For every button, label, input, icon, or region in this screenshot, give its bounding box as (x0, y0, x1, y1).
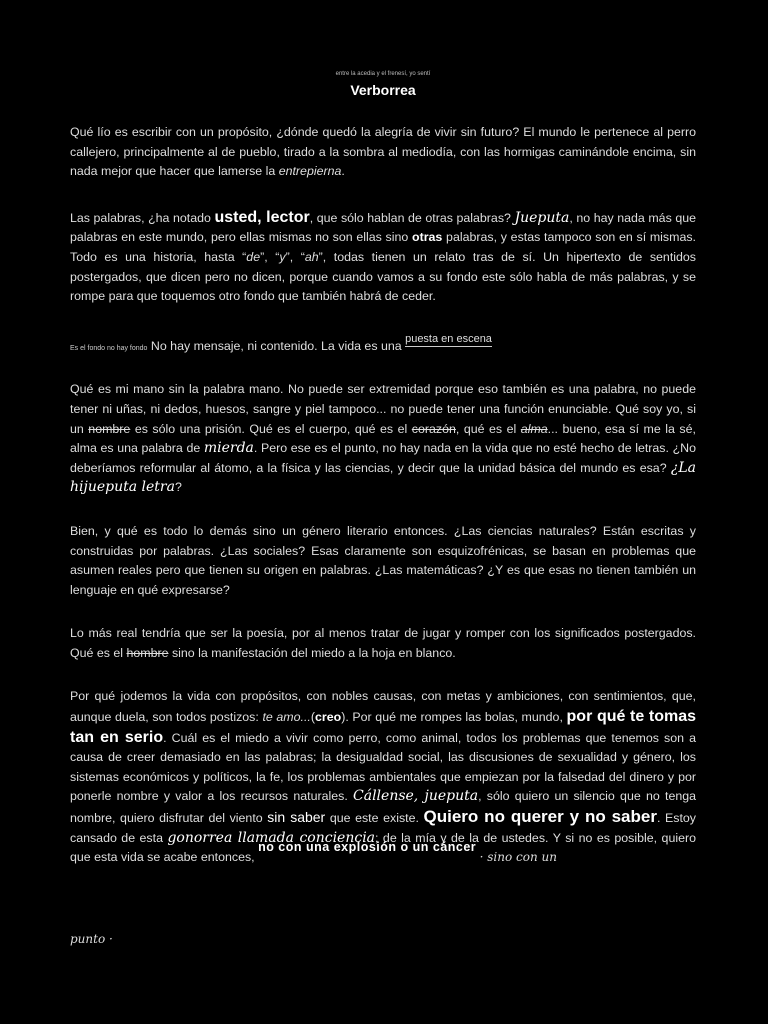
bold-otras: otras (412, 230, 443, 245)
document-page (70, 70, 696, 868)
paragraph-6: Lo más real tendría que ser la poesía, por al menos tratar de jugar y romper con los significados postergados. Qué es el hombre sino la manifestación del miedo a la hoja en blanco. (70, 626, 696, 660)
struck-corazon: corazón (411, 421, 456, 436)
struck-nombre: nombre (88, 421, 131, 436)
paragraph-7: Por qué jodemos la vida con propósitos, con nobles causas, con metas y ambiciones, con sentimientos, que, aunque duela, son todos postizos: te amo...(creo). Por qué me rompes las bolas, mundo, por qué te tomas tan en serio. Cuál es el miedo a vivir como perro, como animal, todos los problemas que tenemos son a causa de creer demasiado en las palabras; la desigualdad social, las discusiones de sexualidad y género, los sistemas económicos y políticos, la fe, los problemas ambientales que empiezan por la falsedad del dinero y por ponerle nombre y valor a los recursos naturales. Cállense, jueputa, sólo quiero un silencio que no tenga nombre, quiero disfrutar del viento sin saber que este existe. Quiero no querer y no saber. Estoy cansado de esta gonorrea llamada conciencia; de la mía y de la de ustedes. Y si no es posible, quiero que esta vida se acabe entonces, no con una explosión o un cáncer · sino con un (70, 689, 697, 865)
paragraph-1: Qué lío es escribir con un propósito, ¿dónde quedó la alegría de vivir sin futuro? El mundo le pertenece al perro callejero, principalmente al de pueblo, tirado a la sombra al mediodía, con las hormigas caminándole encima, sin nada mejor que hacer que lamerse la entrepierna. (70, 125, 696, 179)
handwritten-callense: Cállense, jueputa (353, 788, 479, 805)
emphasis-usted-lector: usted, lector (214, 208, 310, 226)
handwritten-conciencia: gonorrea llamada conciencia (167, 829, 376, 846)
emphasis-quiero-no-querer: Quiero no querer y no saber (423, 807, 657, 827)
paragraph-4: Qué es mi mano sin la palabra mano. No puede ser extremidad porque eso también es una palabra, no puede tener ni uñas, ni dedos, huesos, sangre y piel tampoco... no puede tener una función enunciable. Qué soy yo, si un nombre es sólo una prisión. Qué es el cuerpo, qué es el corazón, qué es el alma... bueno, esa sí me la sé, alma es una palabra de mierda. Pero ese es el punto, no hay nada en la vida que no esté hecho de letras. ¿No deberíamos reformular al átomo, a la física y las ciencias, y decir que la unidad básica del mundo es esa? ¿La hijueputa letra? (70, 382, 696, 496)
handwritten-tail: · sino con un (479, 850, 557, 865)
handwritten-letra: ¿La hijueputa letra (70, 459, 696, 496)
tiny-text: Es el fondo no hay fondo (70, 344, 148, 352)
handwritten-punto: punto · (70, 932, 113, 946)
page-title: Verborrea (350, 82, 416, 98)
struck-alma: alma (520, 421, 548, 436)
paragraph-5: Bien, y qué es todo lo demás sino un género literario entonces. ¿Las ciencias naturales? Están escritas y construidas por palabras. ¿Las sociales? Esas claramente son esquizofrénicas, se basan en problemas que asumen reales pero que tienen su origen en palabras. ¿Las matemáticas? ¿Y es que esas no tienen también un lenguaje en qué expresarse? (70, 523, 696, 597)
handwritten-mierda: mierda (203, 440, 254, 457)
handwritten-jueputa: Jueputa (514, 209, 570, 226)
emphasis-explosion: no con una explosión o un cáncer (258, 840, 477, 855)
struck-hombre: hombre (126, 645, 169, 660)
emphasis-serio: por qué te tomas tan en serio (70, 708, 697, 746)
paragraph-2: Las palabras, ¿ha notado usted, lector, que sólo hablan de otras palabras? Jueputa, no hay nada más que palabras en este mundo, pero ellas mismas no son ellas sino otras palabras, y estas tampoco son en sí mismas. Todo es una historia, hasta “de”, “y”, “ah”, todas tienen un relato tras de sí. Un hipertexto de sentidos postergados, que dicen pero no dicen, porque cuando vamos a su fondo este sólo habla de más palabras, y se rompe para que toquemos otro fondo que también habrá de ceder. (70, 208, 697, 304)
italic-word: entrepierna (278, 164, 342, 179)
epigraph: entre la acedia y el frenesí, yo sentí (335, 71, 431, 77)
raised-underlined-phrase: puesta en escena (405, 332, 492, 345)
paragraph-3: Es el fondo no hay fondo No hay mensaje, ni contenido. La vida es una puesta en escena (70, 332, 492, 353)
closing-word (70, 930, 113, 948)
